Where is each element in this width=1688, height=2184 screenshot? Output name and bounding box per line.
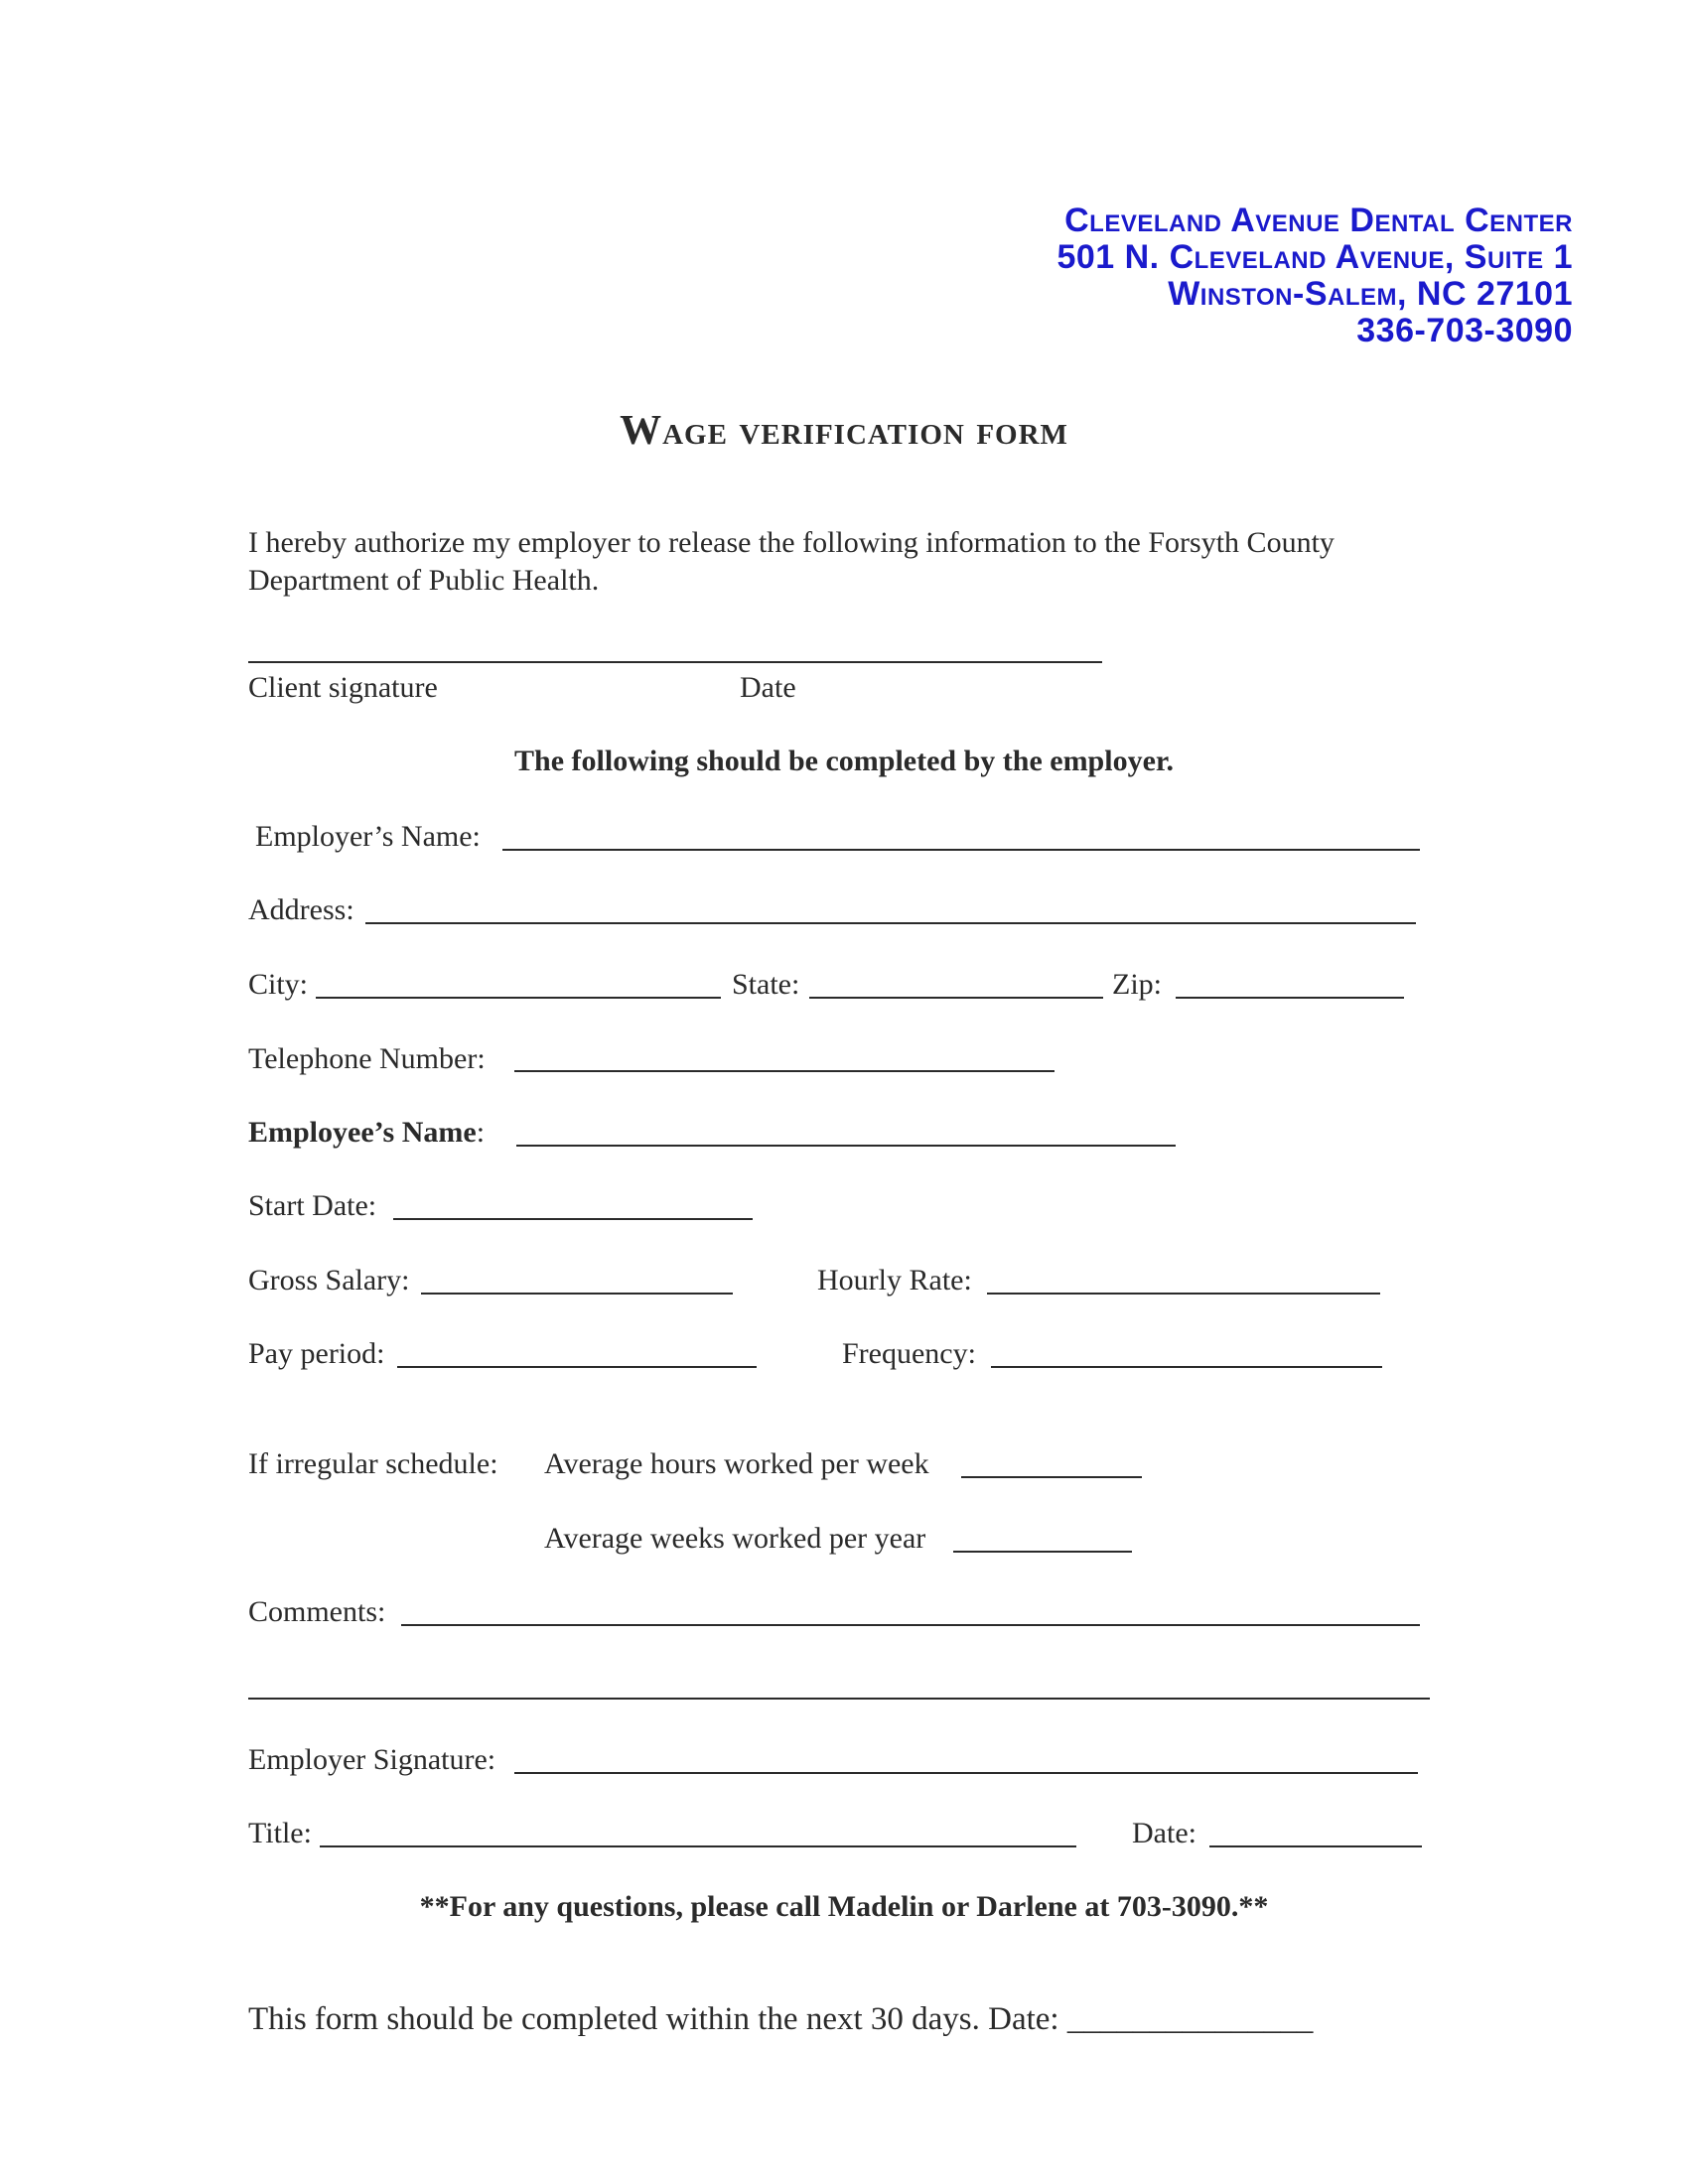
start-date-label: Start Date: [248,1189,377,1222]
comments-label: Comments: [248,1595,386,1628]
employer-name-label: Employer’s Name: [255,820,481,853]
address-label: Address: [248,893,354,926]
pay-period-field[interactable] [397,1366,757,1368]
form-title: Wage verification form [620,408,1068,454]
letterhead-city: Winston-Salem, NC 27101 [1168,275,1573,313]
avg-hours-field[interactable] [961,1476,1142,1478]
avg-weeks-label: Average weeks worked per year [544,1522,926,1555]
employer-signature-label: Employer Signature: [248,1743,496,1776]
address-field[interactable] [365,922,1416,924]
title-label: Title: [248,1817,312,1849]
client-date-label: Date [740,671,796,704]
avg-weeks-field[interactable] [953,1551,1132,1553]
avg-hours-label: Average hours worked per week [544,1447,929,1480]
date-field[interactable] [1209,1845,1422,1847]
zip-field[interactable] [1176,997,1404,999]
city-field[interactable] [316,997,721,999]
letterhead-phone: 336-703-3090 [1356,312,1573,349]
gross-salary-field[interactable] [421,1293,733,1295]
letterhead-name: Cleveland Avenue Dental Center [1064,202,1573,239]
comments-field-line-2[interactable] [248,1698,1430,1700]
letterhead [1056,203,1573,349]
title-field[interactable] [320,1845,1076,1847]
employer-name-field[interactable] [502,849,1420,851]
questions-note: **For any questions, please call Madelin or Darlene at 703-3090.** [419,1890,1269,1923]
client-signature-line[interactable] [248,661,1102,663]
letterhead-street: 501 N. Cleveland Avenue, Suite 1 [1056,238,1573,276]
hourly-rate-field[interactable] [987,1293,1380,1295]
comments-field-line-1[interactable] [401,1624,1420,1626]
employee-name-label [248,1116,485,1150]
start-date-field[interactable] [393,1218,753,1220]
completion-note: This form should be completed within the next 30 days. Date: _______________ [248,2001,1314,2037]
gross-salary-label: Gross Salary: [248,1264,410,1297]
employee-name-field[interactable] [516,1145,1176,1147]
telephone-label: Telephone Number: [248,1042,486,1075]
pay-period-label: Pay period: [248,1337,385,1370]
irregular-schedule-label: If irregular schedule: [248,1447,498,1480]
frequency-label: Frequency: [842,1337,976,1370]
frequency-field[interactable] [991,1366,1382,1368]
authorization-text: I hereby authorize my employer to release the following information to the Forsyth County Department of Public Health. [248,526,1335,597]
city-label: City: [248,968,309,1001]
hourly-rate-label: Hourly Rate: [817,1264,972,1297]
employer-note: The following should be completed by the employer. [514,745,1174,777]
employee-name-colon: : [476,1116,486,1149]
employer-signature-field[interactable] [514,1772,1418,1774]
client-signature-label: Client signature [248,671,438,704]
state-label: State: [732,968,800,1001]
state-field[interactable] [809,997,1103,999]
zip-label: Zip: [1112,968,1162,1001]
date-label: Date: [1132,1817,1196,1849]
telephone-field[interactable] [514,1070,1055,1072]
employee-name-label-bold: Employee’s Name [248,1116,477,1149]
